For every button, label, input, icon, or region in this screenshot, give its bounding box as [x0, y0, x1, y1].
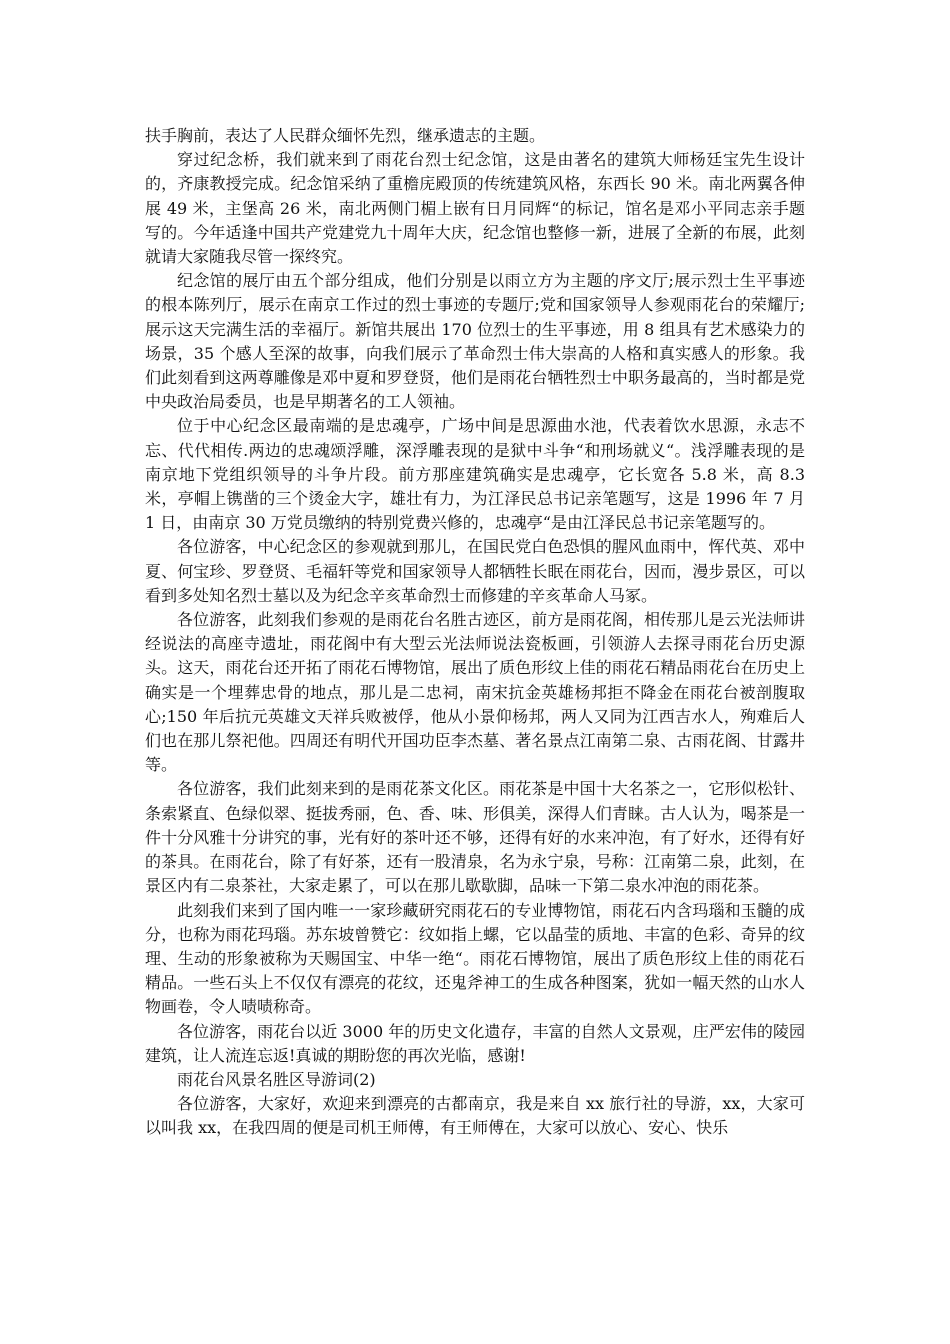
paragraph-10: 各位游客，大家好，欢迎来到漂亮的古都南京，我是来自 xx 旅行社的导游，xx，大家可以叫我 xx，在我四周的便是司机王师傅，有王师傅在，大家可以放心、安心、快乐	[145, 1094, 805, 1138]
paragraph-3: 纪念馆的展厅由五个部分组成，他们分别是以雨立方为主题的序文厅;展示烈士生平事迹的根本陈列厅，展示在南京工作过的烈士事迹的专题厅;党和国家领导人参观雨花台的荣耀厅;展示这天完满生活的幸福厅。新馆共展出 170 位烈士的生平事迹，用 8 组具有艺术感染力的场景，35 个感人至深的故事，向我们展示了革命烈士伟大崇高的人格和真实感人的形象。我们此刻看到这两尊雕像是邓中夏和罗登贤，他们是雨花台牺牲烈士中职务最高的，当时都是党中央政治局委员，也是早期著名的工人领袖。	[145, 271, 805, 412]
paragraph-5: 各位游客，中心纪念区的参观就到那儿，在国民党白色恐惧的腥风血雨中，恽代英、邓中夏、何宝珍、罗登贤、毛福轩等党和国家领导人都牺牲长眠在雨花台，因而，漫步景区，可以看到多处知名烈士墓以及为纪念辛亥革命烈士而修建的辛亥革命人马冢。	[145, 537, 805, 605]
paragraph-1: 扶手胸前，表达了人民群众缅怀先烈，继承遗志的主题。	[145, 126, 546, 145]
paragraph-9: 各位游客，雨花台以近 3000 年的历史文化遗存，丰富的自然人文景观，庄严宏伟的陵园建筑，让人流连忘返!真诚的期盼您的再次光临，感谢!	[145, 1021, 805, 1065]
paragraph-8: 此刻我们来到了国内唯一一家珍藏研究雨花石的专业博物馆，雨花石内含玛瑙和玉髓的成分，也称为雨花玛瑙。苏东坡曾赞它：纹如指上螺，它以晶莹的质地、丰富的色彩、奇异的纹理、生动的形象被称为天赐国宝、中华一绝“。雨花石博物馆，展出了质色形纹上佳的雨花石精品。一些石头上不仅仅有漂亮的花纹，还鬼斧神工的生成各种图案，犹如一幅天然的山水人物画卷，令人啧啧称奇。	[145, 900, 805, 1017]
section-heading: 雨花台风景名胜区导游词(2)	[177, 1069, 376, 1089]
document-body	[145, 124, 805, 1141]
paragraph-6: 各位游客，此刻我们参观的是雨花台名胜古迹区，前方是雨花阁，相传那儿是云光法师讲经说法的高座寺遗址，雨花阁中有大型云光法师说法瓷板画，引领游人去探寻雨花台历史源头。这天，雨花台还开拓了雨花石博物馆，展出了质色形纹上佳的雨花石精品雨花台在历史上确实是一个埋葬忠骨的地点，那儿是二忠祠，南宋抗金英雄杨邦拒不降金在雨花台被剖腹取心;150 年后抗元英雄文天祥兵败被俘，他从小景仰杨邦，两人又同为江西吉水人，殉难后人们也在那儿祭祀他。四周还有明代开国功臣李杰墓、著名景点江南第二泉、古雨花阁、甘露井等。	[145, 610, 805, 775]
paragraph-4: 位于中心纪念区最南端的是忠魂亭，广场中间是思源曲水池，代表着饮水思源，永志不忘、代代相传.两边的忠魂颂浮雕，深浮雕表现的是狱中斗争“和刑场就义“。浅浮雕表现的是南京地下党组织领导的斗争片段。前方那座建筑确实是忠魂亭，它长宽各 5.8 米，高 8.3 米，亭帽上镌凿的三个烫金大字，雄壮有力，为江泽民总书记亲笔题写，这是 1996 年 7 月 1 日，由南京 30 万党员缴纳的特别党费兴修的，忠魂亭“是由江泽民总书记亲笔题写的。	[145, 416, 805, 533]
paragraph-2: 穿过纪念桥，我们就来到了雨花台烈士纪念馆，这是由著名的建筑大师杨廷宝先生设计的，齐康教授完成。纪念馆采纳了重檐庑殿顶的传统建筑风格，东西长 90 米。南北两翼各伸展 49 米，主堡高 26 米，南北两侧门楣上嵌有日月同辉“的标记，馆名是邓小平同志亲手题写的。今年适逢中国共产党建党九十周年大庆，纪念馆也整修一新，进展了全新的布展，此刻就请大家随我尽管一探终究。	[145, 150, 805, 267]
paragraph-7: 各位游客，我们此刻来到的是雨花茶文化区。雨花茶是中国十大名茶之一，它形似松针、条索紧直、色绿似翠、挺拔秀丽，色、香、味、形俱美，深得人们青睐。古人认为，喝茶是一件十分风雅十分讲究的事，光有好的茶叶还不够，还得有好的水来冲泡，有了好水，还得有好的茶具。在雨花台，除了有好茶，还有一股清泉，名为永宁泉，号称：江南第二泉，此刻，在景区内有二泉茶社，大家走累了，可以在那儿歇歇脚，品味一下第二泉水冲泡的雨花茶。	[145, 779, 805, 896]
